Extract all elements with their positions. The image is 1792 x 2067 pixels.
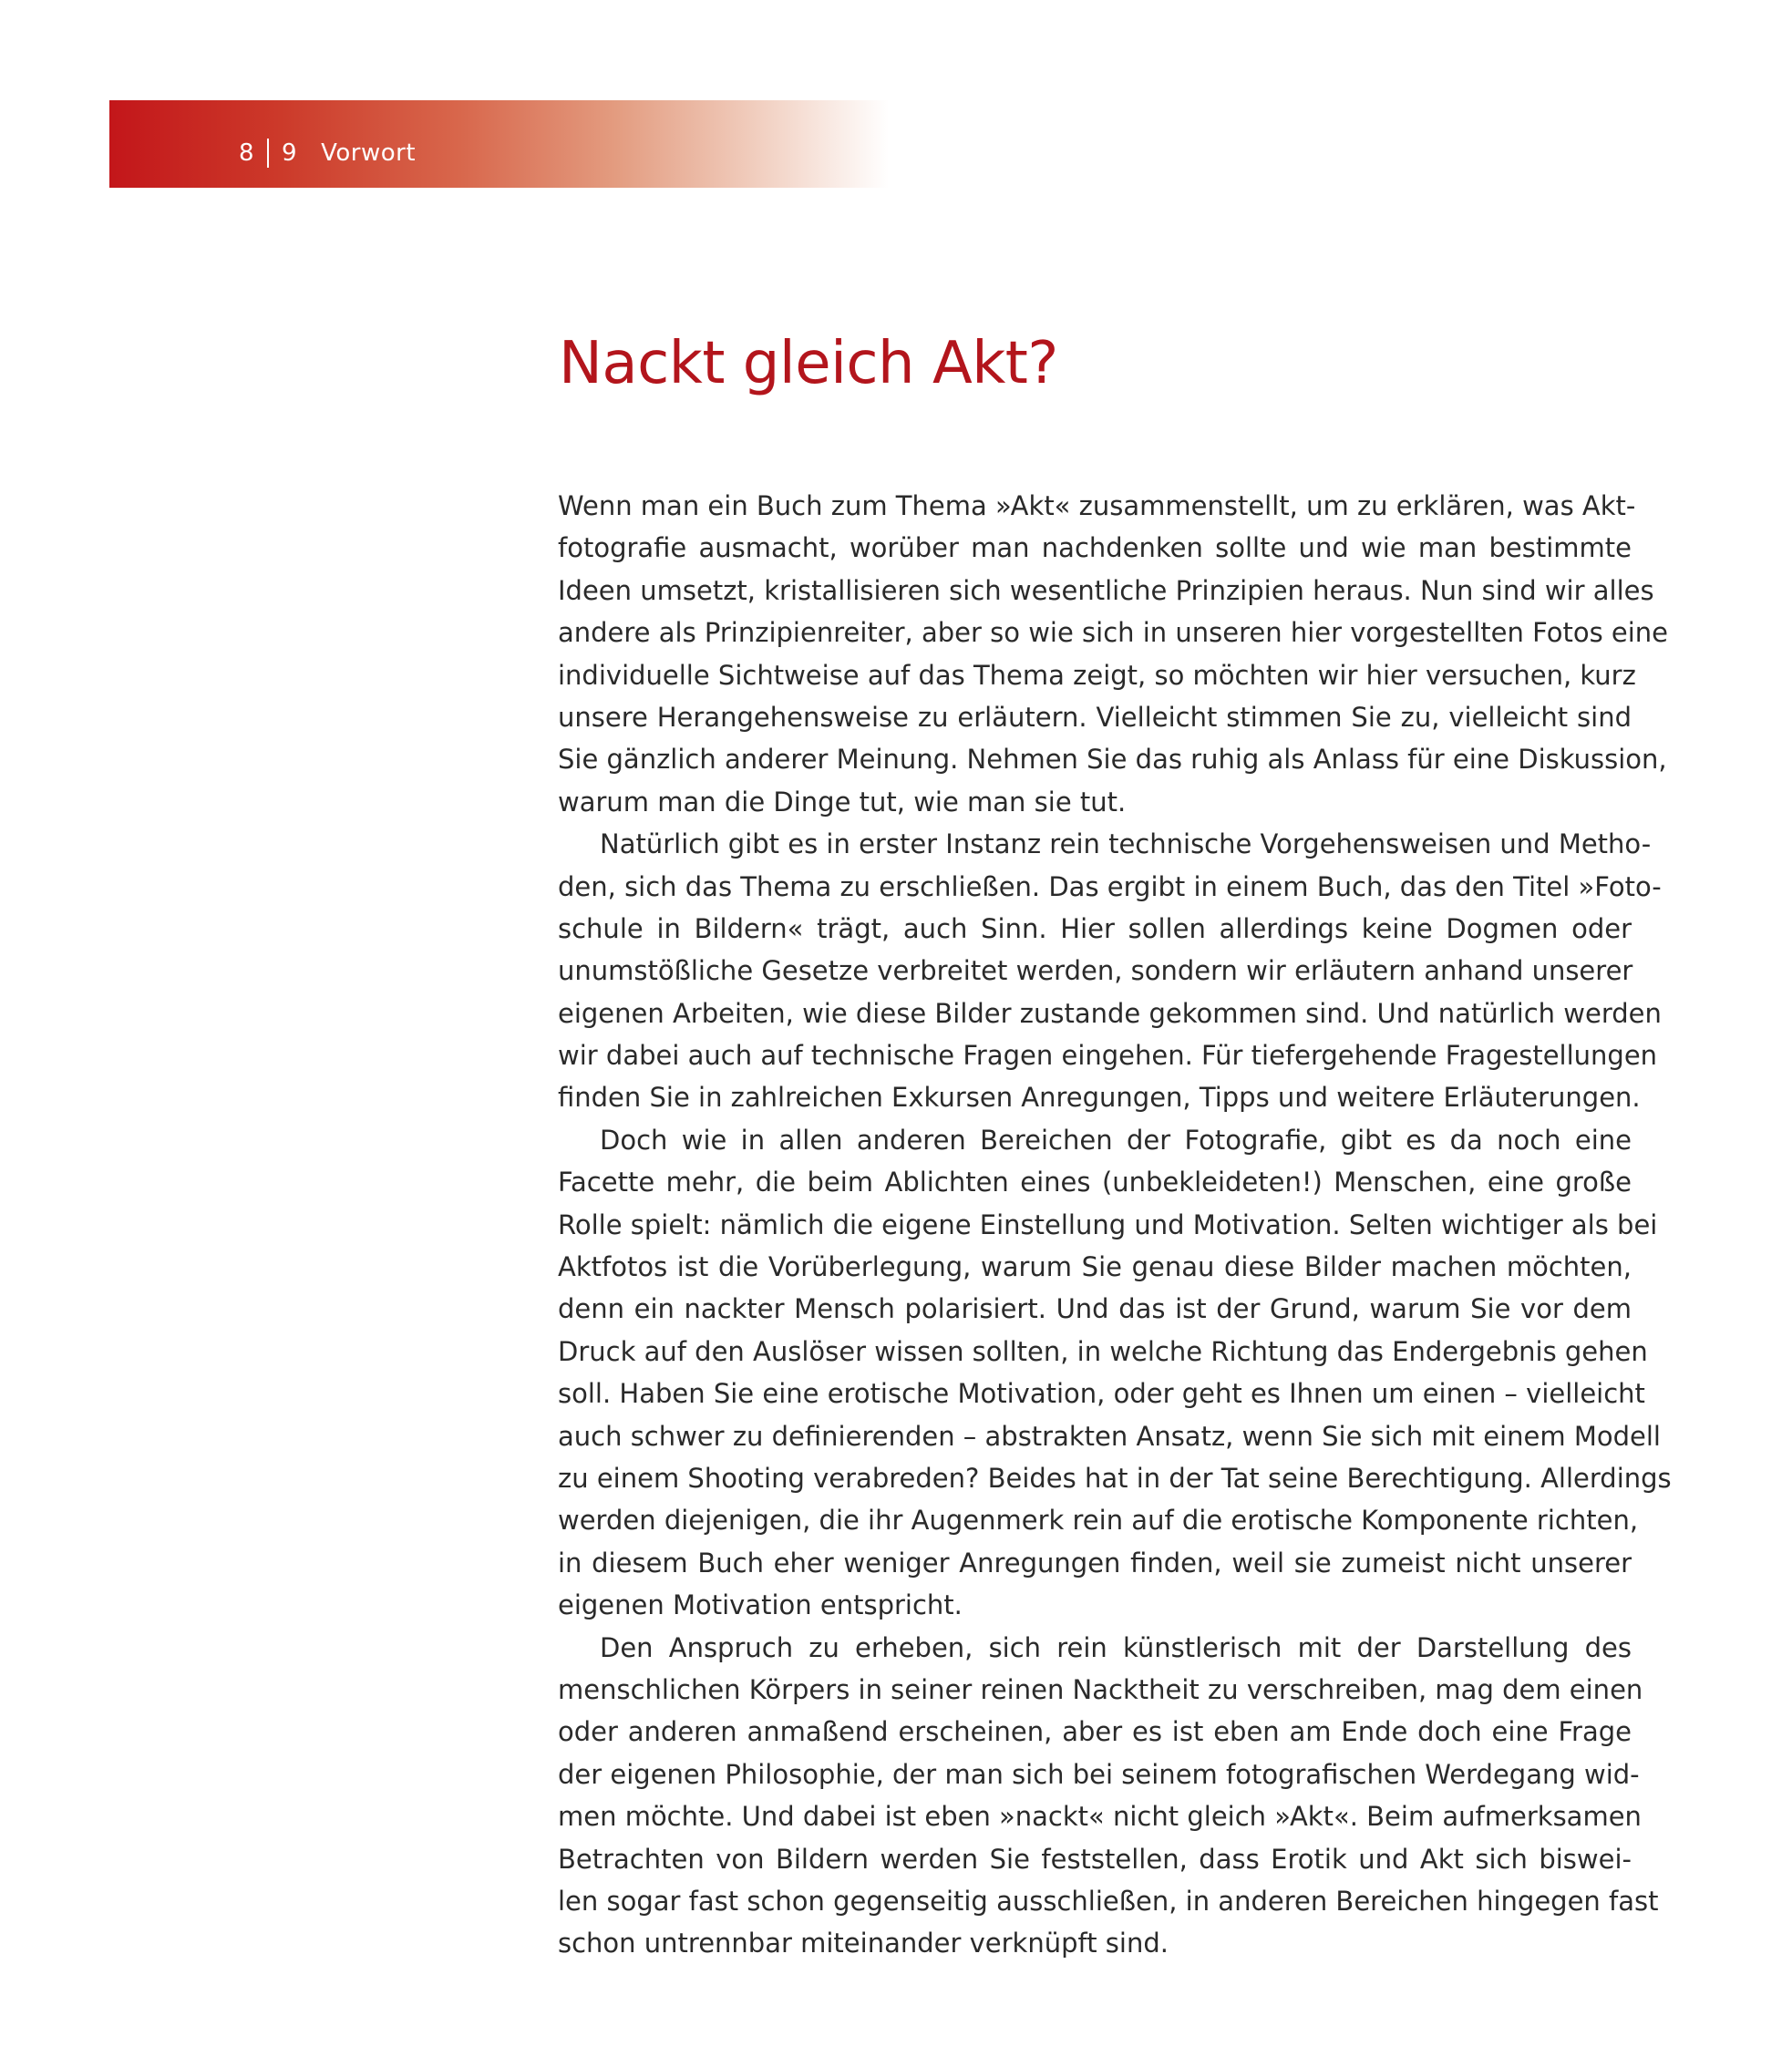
text-line: werden diejenigen, die ihr Augenmerk rein auf die erotische Komponente richten, [558, 1505, 1639, 1537]
text-line: zu einem Shooting verabreden? Beides hat in der Tat seine Berechtigung. Allerdings [558, 1462, 1672, 1494]
paragraph [558, 485, 1669, 823]
text-line: Sie gänzlich anderer Meinung. Nehmen Sie das ruhig als Anlass für eine Diskussion, [558, 744, 1667, 776]
text-line: men möchte. Und dabei ist eben »nackt« nicht gleich »Akt«. Beim aufmerksamen [558, 1801, 1642, 1833]
text-line: den, sich das Thema zu erschließen. Das ergibt in einem Buch, das den Titel »Foto- [558, 870, 1662, 902]
text-line: warum man die Dinge tut, wie man sie tut. [558, 786, 1127, 818]
text-line: schon untrennbar miteinander verknüpft sind. [558, 1928, 1169, 1959]
text-line: individuelle Sichtweise auf das Thema zeigt, so möchten wir hier versuchen, kurz [558, 659, 1636, 691]
body-text [558, 485, 1672, 1965]
text-line: Wenn man ein Buch zum Thema »Akt« zusammenstellt, um zu erklären, was Akt- [558, 490, 1636, 521]
text-line: soll. Haben Sie eine erotische Motivation, oder geht es Ihnen um einen – vielleicht [558, 1378, 1645, 1410]
text-line: Doch wie in allen anderen Bereichen der Fotografie, gibt es da noch eine [600, 1124, 1632, 1156]
text-line: Facette mehr, die beim Ablichten eines (unbekleideten!) Menschen, eine große [558, 1167, 1632, 1198]
text-line: eigenen Motivation entspricht. [558, 1589, 963, 1621]
text-line: len sogar fast schon gegenseitig ausschließen, in anderen Bereichen hingegen fast [558, 1885, 1659, 1917]
page-number-left: 8 [239, 139, 255, 167]
page-number-divider [267, 139, 269, 168]
text-line: unumstößliche Gesetze verbreitet werden, sondern wir erläutern anhand unserer [558, 955, 1633, 987]
text-line: Aktfotos ist die Vorüberlegung, warum Sie genau diese Bilder machen möchten, [558, 1251, 1632, 1283]
text-line: andere als Prinzipienreiter, aber so wie sich in unseren hier vorgestellten Fotos eine [558, 617, 1669, 649]
text-line: denn ein nackter Mensch polarisiert. Und das ist der Grund, warum Sie vor dem [558, 1293, 1632, 1325]
text-line: menschlichen Körpers in seiner reinen Nacktheit zu verschreiben, mag dem einen [558, 1673, 1643, 1705]
text-line: Ideen umsetzt, kristallisieren sich wesentliche Prinzipien heraus. Nun sind wir alles [558, 574, 1654, 606]
chapter-title: Nackt gleich Akt? [559, 330, 1058, 397]
paragraph [558, 1119, 1672, 1627]
text-line: finden Sie in zahlreichen Exkursen Anregungen, Tipps und weitere Erläuterungen. [558, 1082, 1641, 1114]
text-line: Rolle spielt: nämlich die eigene Einstellung und Motivation. Selten wichtiger als bei [558, 1208, 1658, 1240]
text-line: fotografie ausmacht, worüber man nachdenken sollte und wie man bestimmte [558, 532, 1632, 564]
text-line: wir dabei auch auf technische Fragen eingehen. Für tiefergehende Fragestellungen [558, 1040, 1658, 1072]
text-line: Druck auf den Auslöser wissen sollten, in welche Richtung das Endergebnis gehen [558, 1335, 1648, 1367]
text-line: Den Anspruch zu erheben, sich rein künstlerisch mit der Darstellung des [600, 1631, 1632, 1663]
text-line: unsere Herangehensweise zu erläutern. Vielleicht stimmen Sie zu, vielleicht sind [558, 701, 1632, 733]
text-line: oder anderen anmaßend erscheinen, aber es ist eben am Ende doch eine Frage [558, 1716, 1632, 1748]
text-line: Betrachten von Bildern werden Sie feststellen, dass Erotik und Akt sich biswei- [558, 1843, 1632, 1875]
text-line: in diesem Buch eher weniger Anregungen finden, weil sie zumeist nicht unserer [558, 1547, 1632, 1579]
text-line: auch schwer zu definierenden – abstrakten Ansatz, wenn Sie sich mit einem Modell [558, 1420, 1661, 1452]
page-number-right: 9 [282, 139, 298, 167]
paragraph [558, 823, 1662, 1119]
chapter-header-band [109, 100, 889, 188]
running-header [239, 139, 416, 168]
text-line: Natürlich gibt es in erster Instanz rein technische Vorgehensweisen und Metho- [600, 828, 1652, 860]
section-title: Vorwort [321, 139, 417, 167]
text-line: der eigenen Philosophie, der man sich bei seinem fotografischen Werdegang wid- [558, 1758, 1640, 1790]
text-line: schule in Bildern« trägt, auch Sinn. Hier sollen allerdings keine Dogmen oder [558, 912, 1632, 944]
paragraph [558, 1627, 1659, 1965]
text-line: eigenen Arbeiten, wie diese Bilder zustande gekommen sind. Und natürlich werden [558, 997, 1662, 1029]
